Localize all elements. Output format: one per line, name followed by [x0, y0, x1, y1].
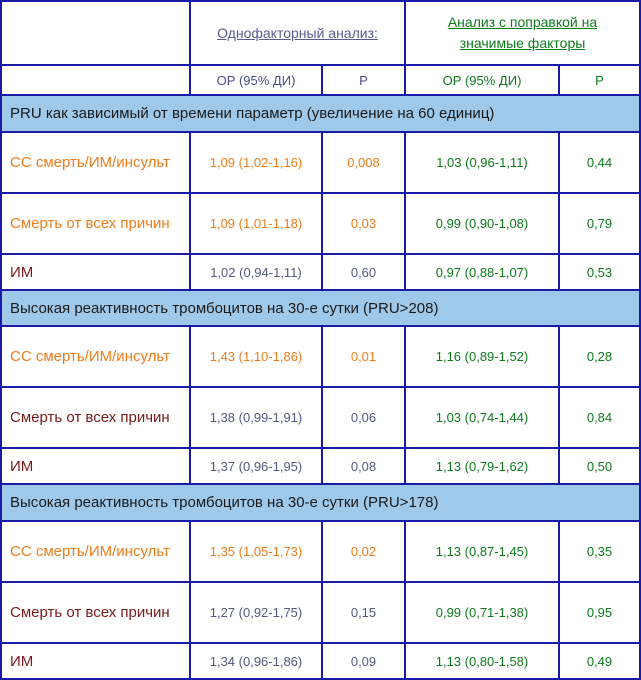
or-univariate: 1,37 (0,96-1,95) — [191, 449, 321, 483]
row-label: Смерть от всех причин — [2, 388, 189, 447]
section-title: Высокая реактивность тромбоцитов на 30-е сутки (PRU>178) — [2, 485, 639, 520]
or-adjusted: 0,99 (0,90-1,08) — [406, 194, 558, 253]
or-univariate: 1,34 (0,96-1,86) — [191, 644, 321, 678]
adjusted-header: Анализ с поправкой на значимые факторы — [406, 2, 639, 64]
p-univariate: 0,01 — [323, 327, 404, 386]
row-label: ИМ — [2, 255, 189, 289]
p-adjusted: 0,35 — [560, 522, 639, 581]
p-adjusted: 0,44 — [560, 133, 639, 192]
or-univariate: 1,35 (1,05-1,73) — [191, 522, 321, 581]
or-adjusted: 1,16 (0,89-1,52) — [406, 327, 558, 386]
p-adjusted: 0,79 — [560, 194, 639, 253]
or-adjusted: 1,03 (0,96-1,11) — [406, 133, 558, 192]
p-univariate: 0,03 — [323, 194, 404, 253]
or-adjusted: 0,99 (0,71-1,38) — [406, 583, 558, 642]
row-label: ИМ — [2, 644, 189, 678]
section-title: PRU как зависимый от времени параметр (увеличение на 60 единиц) — [2, 96, 639, 131]
or-adjusted: 1,13 (0,80-1,58) — [406, 644, 558, 678]
p-univariate: 0,06 — [323, 388, 404, 447]
or-univariate: 1,27 (0,92-1,75) — [191, 583, 321, 642]
p-adjusted: 0,95 — [560, 583, 639, 642]
row-label: ИМ — [2, 449, 189, 483]
row-label: Смерть от всех причин — [2, 194, 189, 253]
corner-cell-lower — [2, 66, 189, 94]
p-adjusted: 0,50 — [560, 449, 639, 483]
or-adjusted: 1,03 (0,74-1,44) — [406, 388, 558, 447]
row-label: СС смерть/ИМ/инсульт — [2, 522, 189, 581]
p-univariate: 0,02 — [323, 522, 404, 581]
p-univariate: 0,008 — [323, 133, 404, 192]
p-adjusted: 0,28 — [560, 327, 639, 386]
p-univariate: 0,09 — [323, 644, 404, 678]
or-adjusted: 1,13 (0,87-1,45) — [406, 522, 558, 581]
p-adjusted: 0,53 — [560, 255, 639, 289]
p-adjusted: 0,84 — [560, 388, 639, 447]
or-univariate: 1,43 (1,10-1,86) — [191, 327, 321, 386]
p-univariate: 0,15 — [323, 583, 404, 642]
p-univariate: 0,08 — [323, 449, 404, 483]
col-header-p-univariate: P — [323, 66, 404, 94]
univariate-header: Однофакторный анализ: — [191, 2, 404, 64]
p-adjusted: 0,49 — [560, 644, 639, 678]
col-header-or-adjusted: ОР (95% ДИ) — [406, 66, 558, 94]
row-label: СС смерть/ИМ/инсульт — [2, 133, 189, 192]
col-header-p-adjusted: P — [560, 66, 639, 94]
section-title: Высокая реактивность тромбоцитов на 30-е сутки (PRU>208) — [2, 291, 639, 325]
or-univariate: 1,38 (0,99-1,91) — [191, 388, 321, 447]
row-label: Смерть от всех причин — [2, 583, 189, 642]
or-univariate: 1,09 (1,01-1,18) — [191, 194, 321, 253]
or-univariate: 1,02 (0,94-1,11) — [191, 255, 321, 289]
col-header-or-univariate: ОР (95% ДИ) — [191, 66, 321, 94]
row-label: СС смерть/ИМ/инсульт — [2, 327, 189, 386]
or-adjusted: 0,97 (0,88-1,07) — [406, 255, 558, 289]
or-adjusted: 1,13 (0,79-1,62) — [406, 449, 558, 483]
or-univariate: 1,09 (1,02-1,16) — [191, 133, 321, 192]
corner-cell — [2, 2, 189, 64]
p-univariate: 0,60 — [323, 255, 404, 289]
